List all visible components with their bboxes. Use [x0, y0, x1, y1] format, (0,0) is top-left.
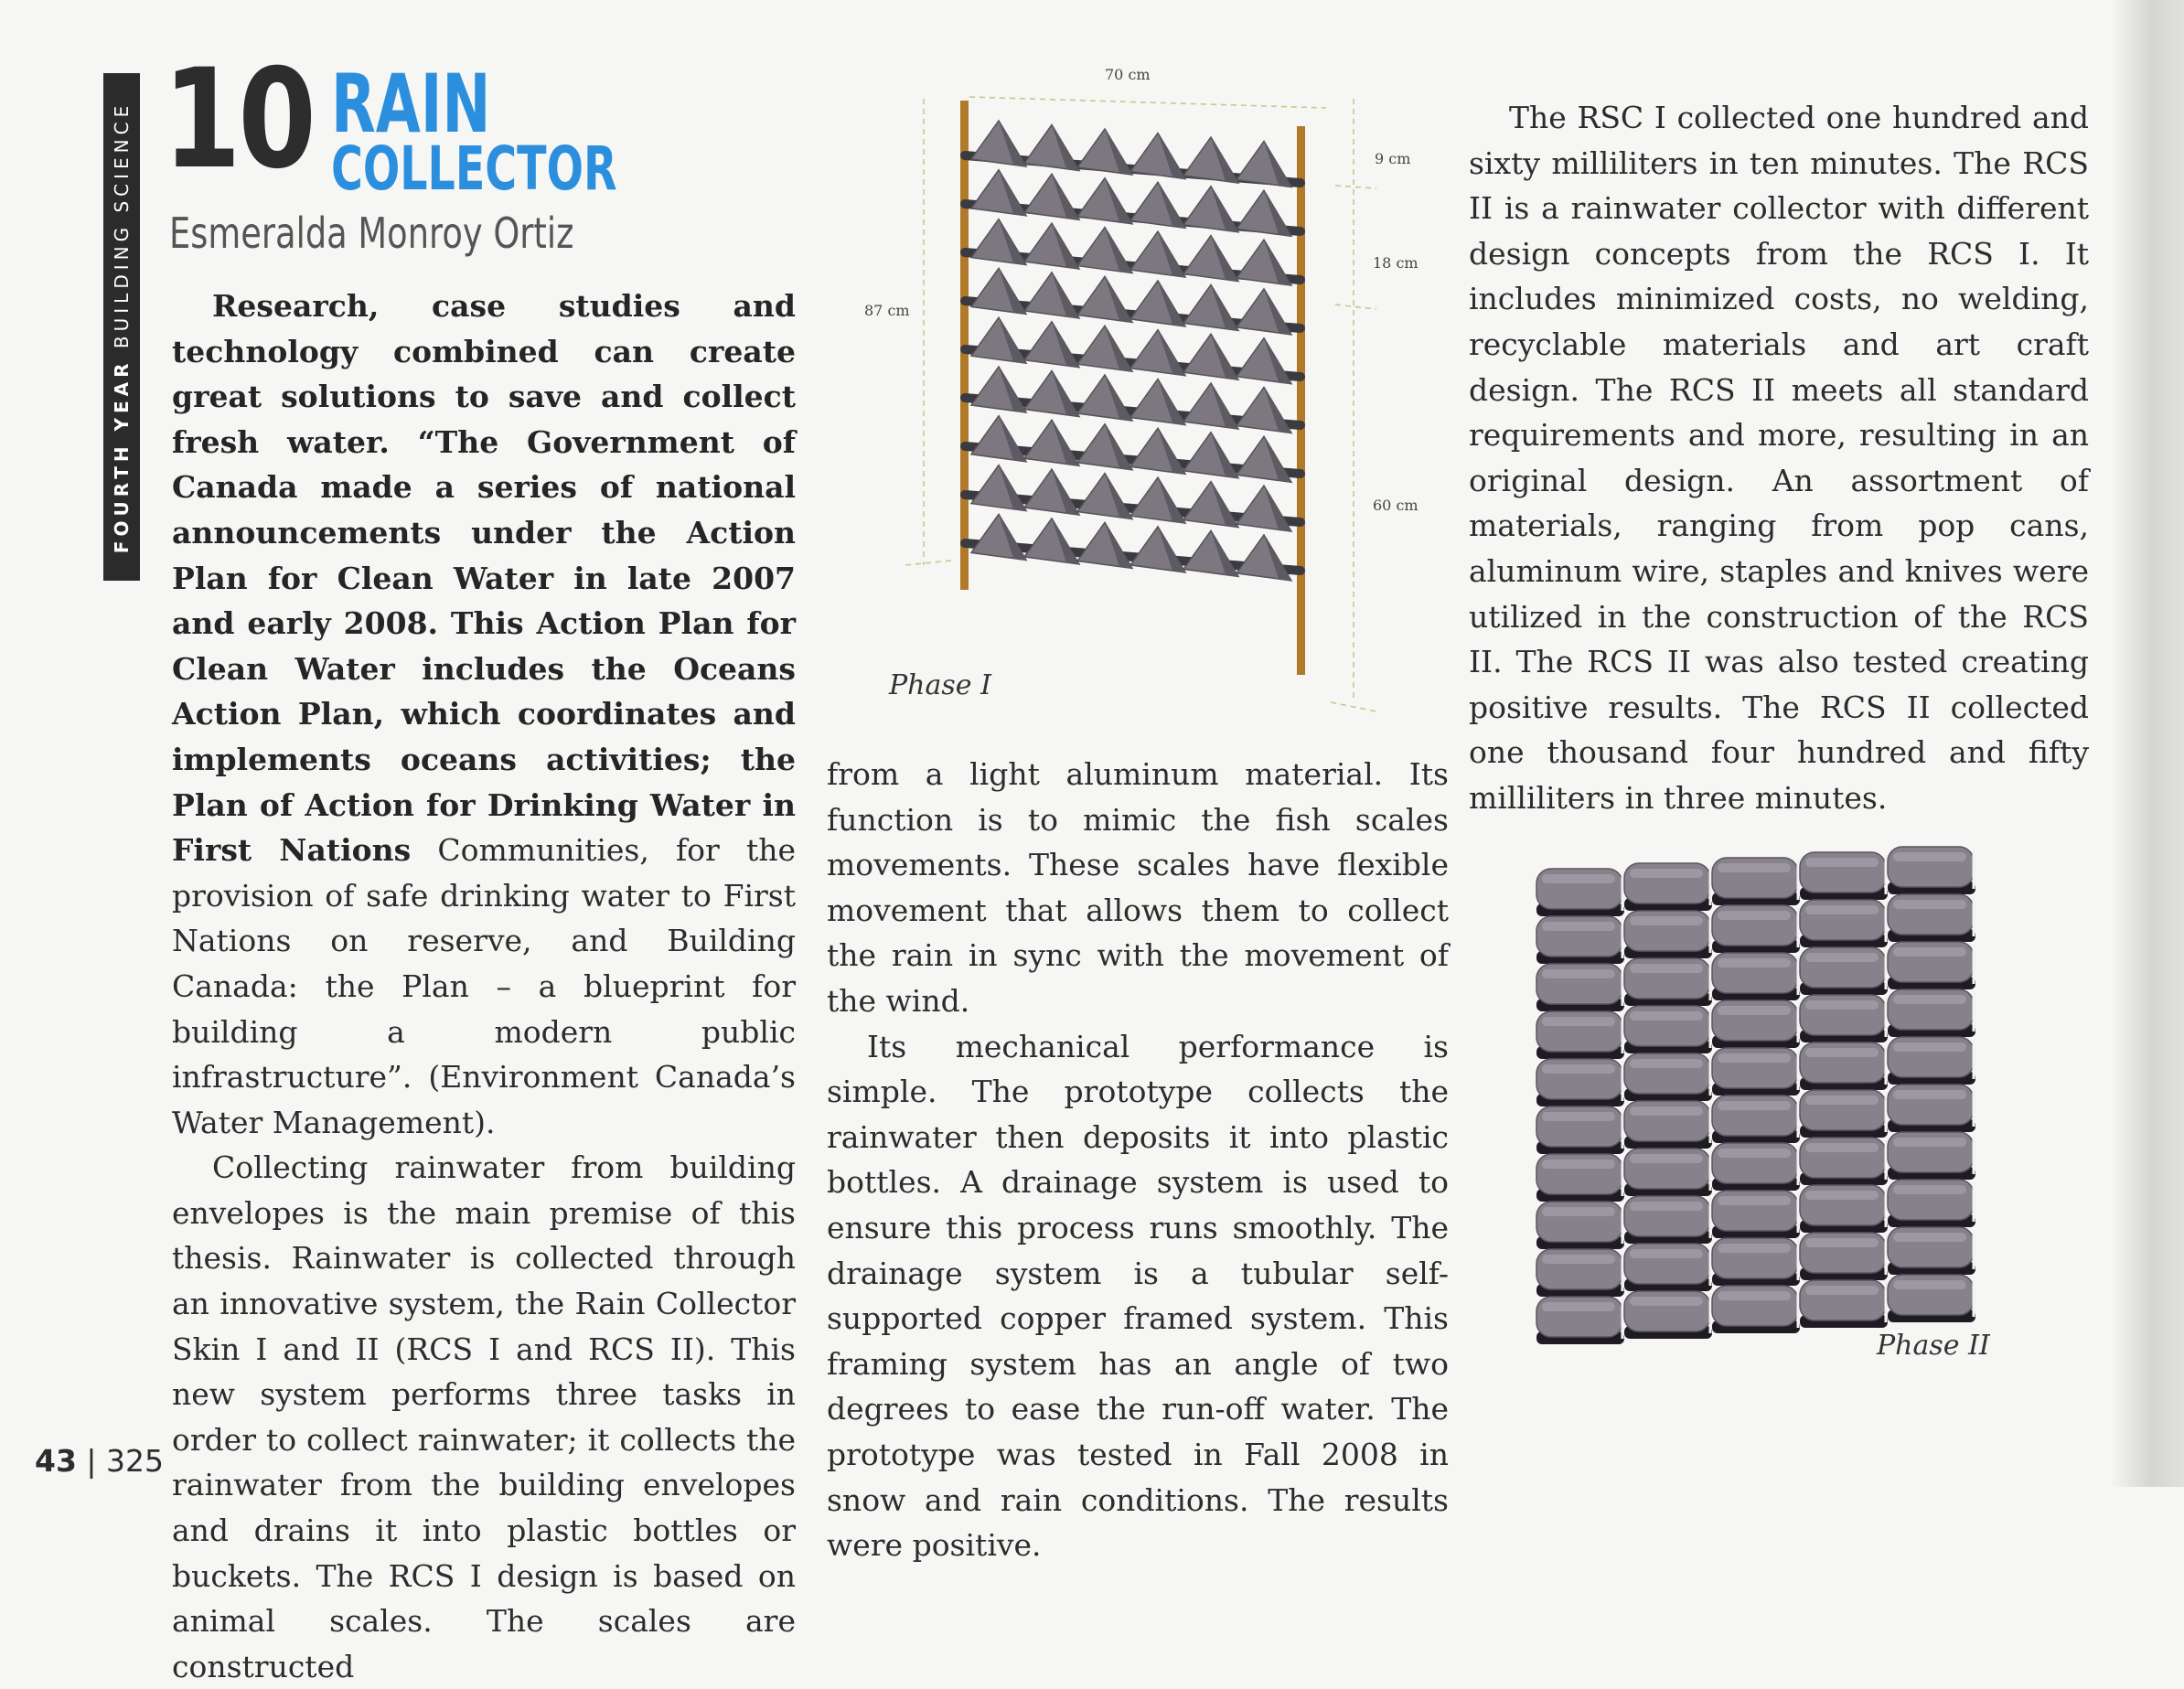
paragraph-4: Its mechanical performance is simple. The prototype collects the rainwater then deposits it into plastic bottles. A drainage system is used to ensure this process runs smoothly. The drainage system is a tubular self-supported copper framed system. This framing system has an angle of two degrees to ease the run-off water. The prototype was tested in Fall 2008 in snow and rain conditions. The results were positive. — [827, 1028, 1449, 1564]
panel-highlight — [1542, 1255, 1615, 1264]
text-column-2 — [827, 752, 1449, 1568]
panel-highlight — [1893, 947, 1966, 957]
panel-highlight — [1718, 911, 1791, 920]
paragraph-2: Collecting rainwater from building envelopes is the main premise of this thesis. Rainwater is collected through an innovative system, the Rain Collector Skin I and II (RCS I and RCS II). This new system performs three tasks in order to collect rainwater; it collects the rainwater from the building envelopes and drains it into plastic bottles or buckets. The RCS I design is based on animal scales. The scales are constructed — [172, 1149, 796, 1684]
dimension-height: 87 cm — [864, 302, 910, 319]
fish-scales — [965, 121, 1301, 581]
panel-highlight — [1630, 1154, 1703, 1163]
panel-highlight — [1893, 1042, 1966, 1052]
phase-2-diagram — [1518, 841, 2030, 1408]
page-edge-shadow — [2111, 0, 2184, 1487]
panel-highlight — [1893, 1233, 1966, 1242]
rain-collector-panels — [1536, 847, 1975, 1344]
panel-highlight — [1542, 1064, 1615, 1074]
panel-highlight — [1893, 1185, 1966, 1194]
section-label-bold: FOURTH YEAR — [111, 358, 133, 553]
panel-highlight — [1805, 1286, 1879, 1295]
panel-highlight — [1805, 858, 1879, 867]
panel-highlight — [1718, 1006, 1791, 1015]
panel-highlight — [1542, 922, 1615, 931]
panel-highlight — [1718, 863, 1791, 872]
panel-highlight — [1542, 1017, 1615, 1026]
panel-highlight — [1893, 1138, 1966, 1147]
panel-highlight — [1630, 1106, 1703, 1116]
paragraph-5: The RSC I collected one hundred and sixty milliliters in ten minutes. The RCS II is a rainwater collector with different design concepts from the RCS I. It includes minimized costs, no welding, recyclable materials and art craft design. The RCS II meets all standard requirements and more, resulting in an original design. An assortment of materials, ranging from pop cans, aluminum wire, staples and knives were utilized in the construction of the RCS II. The RCS II was also tested creating positive results. The RCS II collected one thousand four hundred and fifty milliliters in three minutes. — [1469, 100, 2089, 816]
panel-highlight — [1893, 900, 1966, 909]
panel-highlight — [1718, 1101, 1791, 1110]
panel-highlight — [1630, 964, 1703, 973]
panel-highlight — [1630, 1011, 1703, 1021]
article-title-line2: COLLECTOR — [331, 134, 617, 204]
panel-highlight — [1718, 1196, 1791, 1205]
phase-1-diagram — [878, 80, 1427, 721]
panel-highlight — [1718, 1149, 1791, 1158]
caption-phase-1: Phase I — [889, 669, 991, 701]
current-page: 43 — [35, 1443, 77, 1479]
section-label-rest: BUILDING SCIENCE — [111, 101, 133, 358]
section-side-tab — [103, 73, 140, 581]
panel-highlight — [1805, 953, 1879, 962]
frame-post-right — [1297, 126, 1305, 675]
panel-highlight — [1805, 1096, 1879, 1105]
panel-highlight — [1805, 1000, 1879, 1010]
panel-highlight — [1718, 1053, 1791, 1063]
article-number: 10 — [163, 40, 314, 199]
panel-highlight — [1542, 1302, 1615, 1311]
panel-highlight — [1542, 1160, 1615, 1169]
dimension-spacing: 18 cm — [1373, 254, 1419, 272]
panel-highlight — [1893, 995, 1966, 1004]
page-number — [35, 1443, 164, 1479]
lead-continuation: Communities, for the provision of safe drinking water to First Nations on reserve, and Building Canada: the Plan – a blueprint for building a modern public infrastructure”. (Environment Canada’s Water Management). — [172, 832, 796, 1140]
panel-highlight — [1805, 1191, 1879, 1200]
panel-highlight — [1630, 869, 1703, 878]
panel-highlight — [1630, 1202, 1703, 1211]
panel-highlight — [1805, 905, 1879, 914]
panel-highlight — [1542, 874, 1615, 883]
panel-highlight — [1805, 1048, 1879, 1057]
panel-highlight — [1805, 1143, 1879, 1152]
panel-highlight — [1542, 969, 1615, 978]
panel-highlight — [1893, 1280, 1966, 1289]
panel-highlight — [1718, 1291, 1791, 1300]
dimension-width: 70 cm — [1105, 66, 1151, 83]
author-name: Esmeralda Monroy Ortiz — [169, 208, 574, 258]
paragraph-1 — [172, 283, 796, 1145]
total-pages: 325 — [106, 1443, 165, 1479]
panel-highlight — [1893, 852, 1966, 861]
dimension-top: 9 cm — [1375, 150, 1411, 167]
page-separator: | — [76, 1443, 107, 1479]
dimension-bottom: 60 cm — [1373, 497, 1419, 514]
panel-highlight — [1542, 1207, 1615, 1216]
caption-phase-2: Phase II — [1877, 1330, 1990, 1362]
panel-highlight — [1805, 1238, 1879, 1247]
panel-highlight — [1630, 916, 1703, 925]
section-label — [111, 101, 133, 552]
text-column-1 — [172, 283, 796, 1689]
panel-highlight — [1630, 1059, 1703, 1068]
panel-highlight — [1893, 1090, 1966, 1099]
panel-highlight — [1718, 1244, 1791, 1253]
panel-highlight — [1630, 1297, 1703, 1306]
panel-highlight — [1718, 958, 1791, 967]
panel-highlight — [1630, 1249, 1703, 1258]
article-title-line1: RAIN — [331, 57, 491, 151]
panel-highlight — [1542, 1112, 1615, 1121]
text-column-3 — [1469, 95, 2089, 821]
paragraph-3: from a light aluminum material. Its function is to mimic the fish scales movements. These scales have flexible movement that allows them to collect the rain in sync with the movement of the wind. — [827, 756, 1449, 1019]
lead-text: Research, case studies and technology combined can create great solutions to save and collect fresh water. “The Government of Canada made a series of national announcements under the Action Plan for Clean Water in late 2007 and early 2008. This Action Plan for Clean Water includes the Oceans Action Plan, which coordinates and implements oceans activities; the Plan of Action for Drinking Water in First Nations — [172, 288, 796, 869]
